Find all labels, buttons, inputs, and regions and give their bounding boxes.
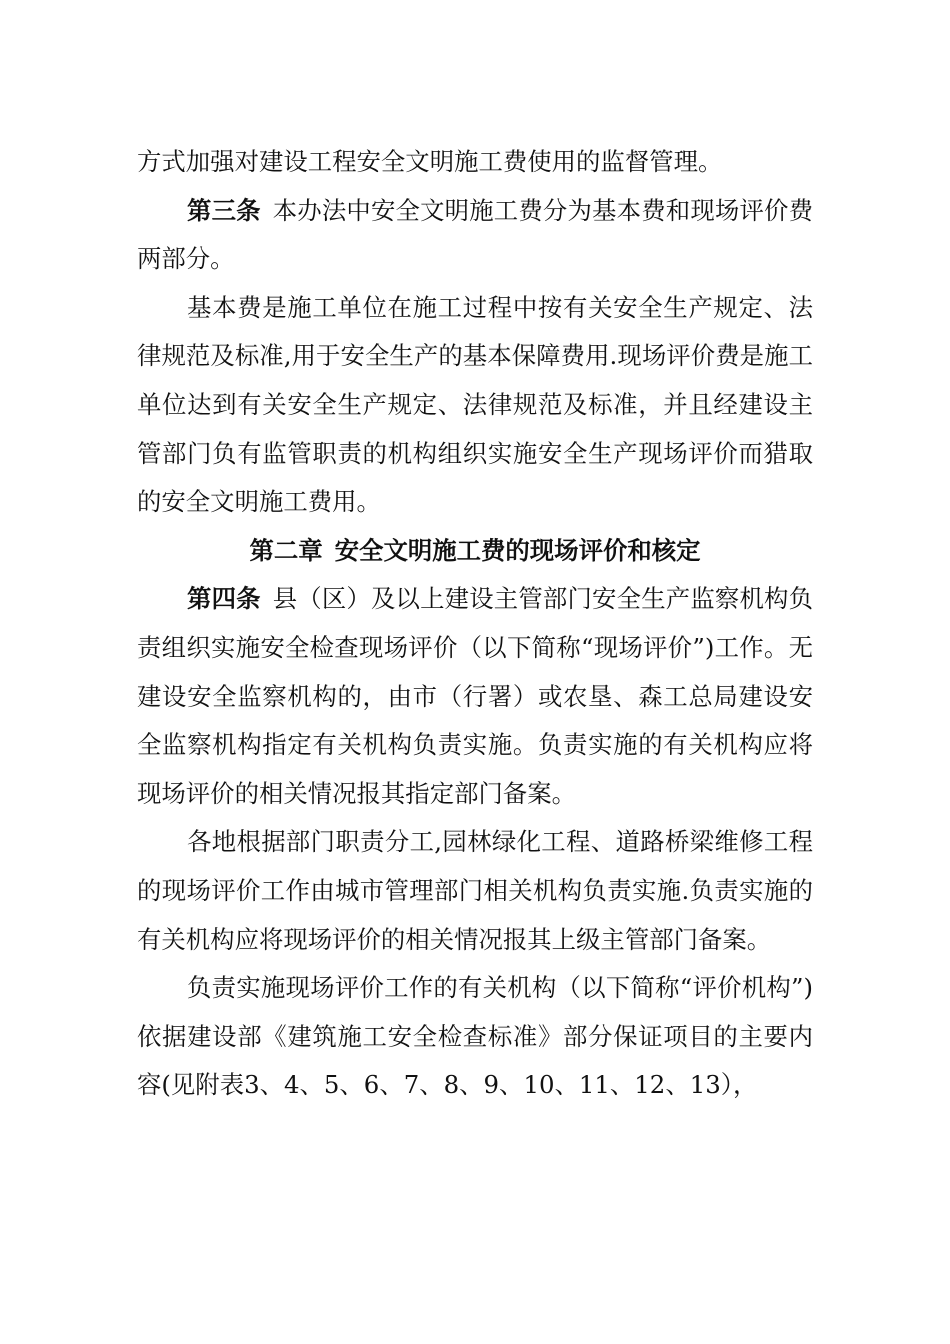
paragraph-responsibility: 各地根据部门职责分工,园林绿化工程、道路桥梁维修工程的现场评价工作由城市管理部门相关机构负责实施.负责实施的有关机构应将现场评价的相关情况报其上级主管部门备案。 [137, 827, 813, 954]
article-4-label: 第四条 [187, 584, 261, 614]
chapter-title: 安全文明施工费的现场评价和核定 [334, 535, 701, 565]
article-4 [137, 575, 813, 818]
chapter-heading [137, 527, 813, 576]
article-3-label: 第三条 [187, 195, 261, 225]
article-3-text: 本办法中安全文明施工费分为基本费和现场评价费两部分。 [137, 195, 813, 274]
paragraph-continuation: 方式加强对建设工程安全文明施工费使用的监督管理。 [137, 147, 723, 176]
paragraph-evaluation-agency: 负责实施现场评价工作的有关机构（以下简称“评价机构”)依据建设部《建筑施工安全检查标准》部分保证项目的主要内容(见附表3、4、5、6、7、8、9、10、11、12、13）， [137, 973, 813, 1100]
paragraph-basic-fee: 基本费是施工单位在施工过程中按有关安全生产规定、法律规范及标准,用于安全生产的基本保障费用.现场评价费是施工单位达到有关安全生产规定、法律规范及标准，并且经建设主管部门负有监管职责的机构组织实施安全生产现场评价而猎取的安全文明施工费用。 [137, 292, 813, 517]
article-3 [137, 187, 813, 284]
chapter-label: 第二章 [249, 535, 323, 565]
document-page [137, 138, 813, 1110]
article-4-text: 县（区）及以上建设主管部门安全生产监察机构负责组织实施安全检查现场评价（以下简称“现场评价”)工作。无建设安全监察机构的，由市（行署）或农垦、森工总局建设安全监察机构指定有关机构负责实施。负责实施的有关机构应将现场评价的相关情况报其指定部门备案。 [137, 584, 813, 808]
